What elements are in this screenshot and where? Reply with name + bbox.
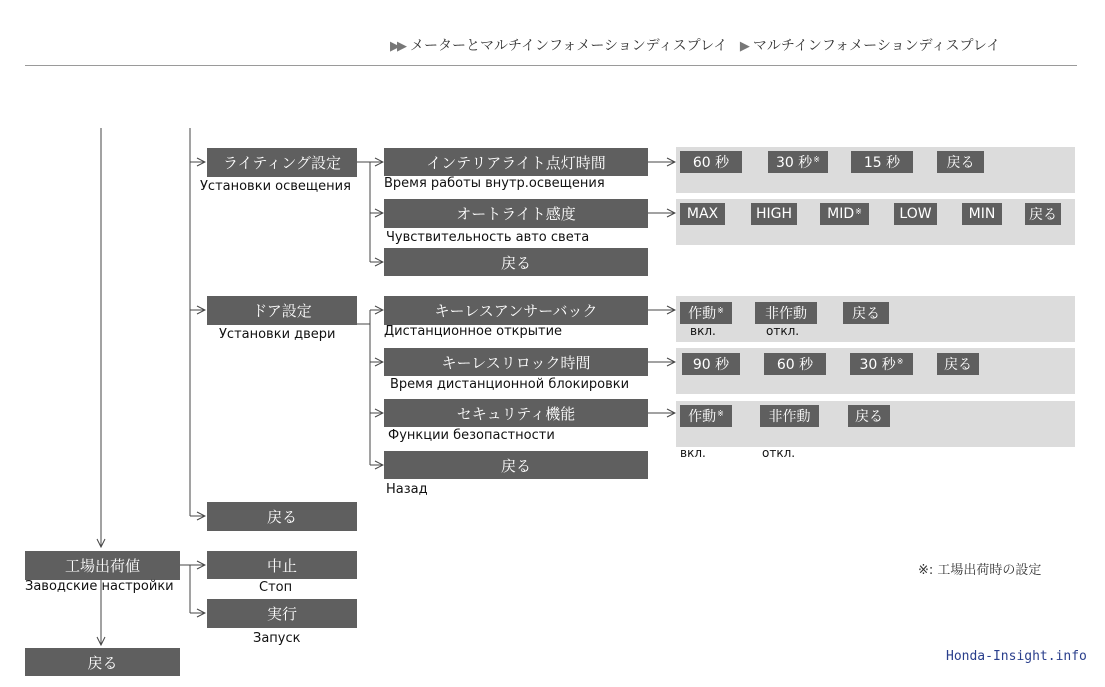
autolight-option-max[interactable] — [680, 203, 725, 225]
factory-settings-button[interactable] — [25, 551, 180, 580]
security-function-caption: Функции безопастности — [388, 428, 555, 443]
lighting-settings-caption: Установки освещения — [200, 179, 351, 194]
keyless-relock-time-label: キーレスリロック時間 — [441, 353, 591, 372]
back-door-label: 戻る — [500, 456, 531, 475]
option-text: LOW — [899, 206, 932, 222]
security-function-label: セキュリティ機能 — [456, 404, 576, 423]
option-text: MIN — [968, 206, 996, 222]
interior-option-60[interactable] — [680, 151, 742, 173]
door-settings-label: ドア設定 — [252, 302, 312, 320]
lighting-settings-button[interactable] — [207, 148, 357, 177]
interior-light-time-caption: Время работы внутр.освещения — [384, 176, 605, 191]
default-mark: ※ — [813, 154, 820, 164]
option-text: 作動 — [688, 306, 717, 322]
answerback-option-back[interactable] — [843, 302, 889, 324]
autolight-option-mid[interactable] — [820, 203, 869, 225]
option-text: 90 秒 — [692, 357, 730, 373]
double-triangle-icon: ▶▶ — [390, 39, 404, 54]
keyless-relock-time-caption: Время дистанционной блокировки — [390, 377, 630, 392]
relock-option-60[interactable] — [764, 353, 826, 375]
execute-label: 実行 — [266, 605, 297, 623]
security-function-button[interactable] — [384, 399, 648, 427]
default-mark: ※ — [717, 408, 724, 418]
autolight-options-band — [676, 199, 1075, 245]
execute-button[interactable] — [207, 599, 357, 628]
option-text: MID — [827, 206, 855, 222]
option-text: 30 秒 — [859, 357, 896, 373]
back-lighting-button[interactable] — [384, 248, 648, 276]
default-mark: ※ — [896, 356, 904, 366]
back-bottom-label: 戻る — [87, 653, 118, 672]
cancel-caption: Стоп — [259, 580, 293, 595]
answerback-option-off[interactable] — [755, 302, 817, 324]
answerback-off-caption: откл. — [766, 324, 800, 338]
breadcrumb-item: マルチインフォメーションディスプレイ — [752, 38, 1001, 54]
interior-option-back[interactable] — [937, 151, 984, 173]
keyless-answerback-button[interactable] — [384, 296, 648, 325]
default-mark: ※ — [717, 305, 724, 315]
option-text: 15 秒 — [863, 155, 901, 171]
option-text: HIGH — [755, 206, 793, 222]
option-text: 戻る — [946, 155, 975, 171]
option-text: 戻る — [852, 306, 880, 322]
keyless-relock-time-button[interactable] — [384, 348, 648, 376]
back-door-button[interactable] — [384, 451, 648, 479]
door-settings-button[interactable] — [207, 296, 357, 325]
autolight-option-high[interactable] — [751, 203, 797, 225]
relock-option-back[interactable] — [937, 353, 979, 375]
autolight-option-back[interactable] — [1025, 203, 1061, 225]
autolight-sensitivity-label: オートライト感度 — [456, 205, 576, 223]
autolight-option-low[interactable] — [894, 203, 937, 225]
footnote: ※: 工場出荷時の設定 — [918, 563, 1042, 578]
interior-option-15[interactable] — [851, 151, 913, 173]
keyless-answerback-caption: Дистанционное открытие — [384, 324, 563, 339]
execute-caption: Запуск — [253, 631, 301, 646]
back-lighting-label: 戻る — [500, 253, 531, 272]
security-option-on[interactable] — [680, 405, 732, 427]
triangle-icon: ▶ — [739, 39, 747, 54]
autolight-option-min[interactable] — [962, 203, 1002, 225]
autolight-sensitivity-button[interactable] — [384, 199, 648, 228]
option-text: 30 秒 — [776, 155, 813, 171]
back-bottom-button[interactable] — [25, 648, 180, 676]
answerback-option-on[interactable] — [680, 302, 732, 324]
interior-light-time-button[interactable] — [384, 148, 648, 176]
option-text: 非作動 — [765, 306, 807, 322]
option-text: 60 秒 — [776, 357, 814, 373]
security-option-back[interactable] — [848, 405, 890, 427]
option-text: 戻る — [855, 409, 883, 425]
breadcrumb-item: メーターとマルチインフォメーションディスプレイ — [410, 38, 728, 54]
option-text: MAX — [686, 206, 719, 222]
factory-settings-label: 工場出荷値 — [64, 557, 140, 575]
option-text: 60 秒 — [692, 155, 730, 171]
cancel-label: 中止 — [266, 556, 297, 575]
answerback-on-caption: вкл. — [690, 324, 716, 338]
back-main-button[interactable] — [207, 502, 357, 531]
default-mark: ※ — [855, 206, 862, 216]
option-text: 戻る — [944, 357, 972, 373]
back-door-caption: Назад — [386, 482, 428, 497]
cancel-button[interactable] — [207, 551, 357, 579]
autolight-sensitivity-caption: Чувствительность авто света — [386, 230, 590, 245]
security-on-caption: вкл. — [680, 446, 706, 460]
interior-light-time-label: インテリアライト点灯時間 — [426, 153, 606, 172]
factory-settings-caption: Заводские настройки — [25, 579, 174, 594]
back-main-label: 戻る — [266, 508, 297, 526]
keyless-answerback-label: キーレスアンサーバック — [434, 302, 598, 320]
option-text: 戻る — [1029, 207, 1057, 223]
watermark: Honda-Insight.info — [946, 649, 1087, 664]
interior-option-30[interactable] — [768, 151, 828, 173]
security-off-caption: откл. — [762, 446, 796, 460]
security-option-off[interactable] — [760, 405, 819, 427]
relock-option-30[interactable] — [850, 353, 913, 375]
relock-option-90[interactable] — [682, 353, 740, 375]
option-text: 作動 — [688, 409, 717, 425]
lighting-settings-label: ライティング設定 — [222, 154, 342, 172]
option-text: 非作動 — [768, 409, 811, 425]
door-settings-caption: Установки двери — [219, 327, 336, 342]
